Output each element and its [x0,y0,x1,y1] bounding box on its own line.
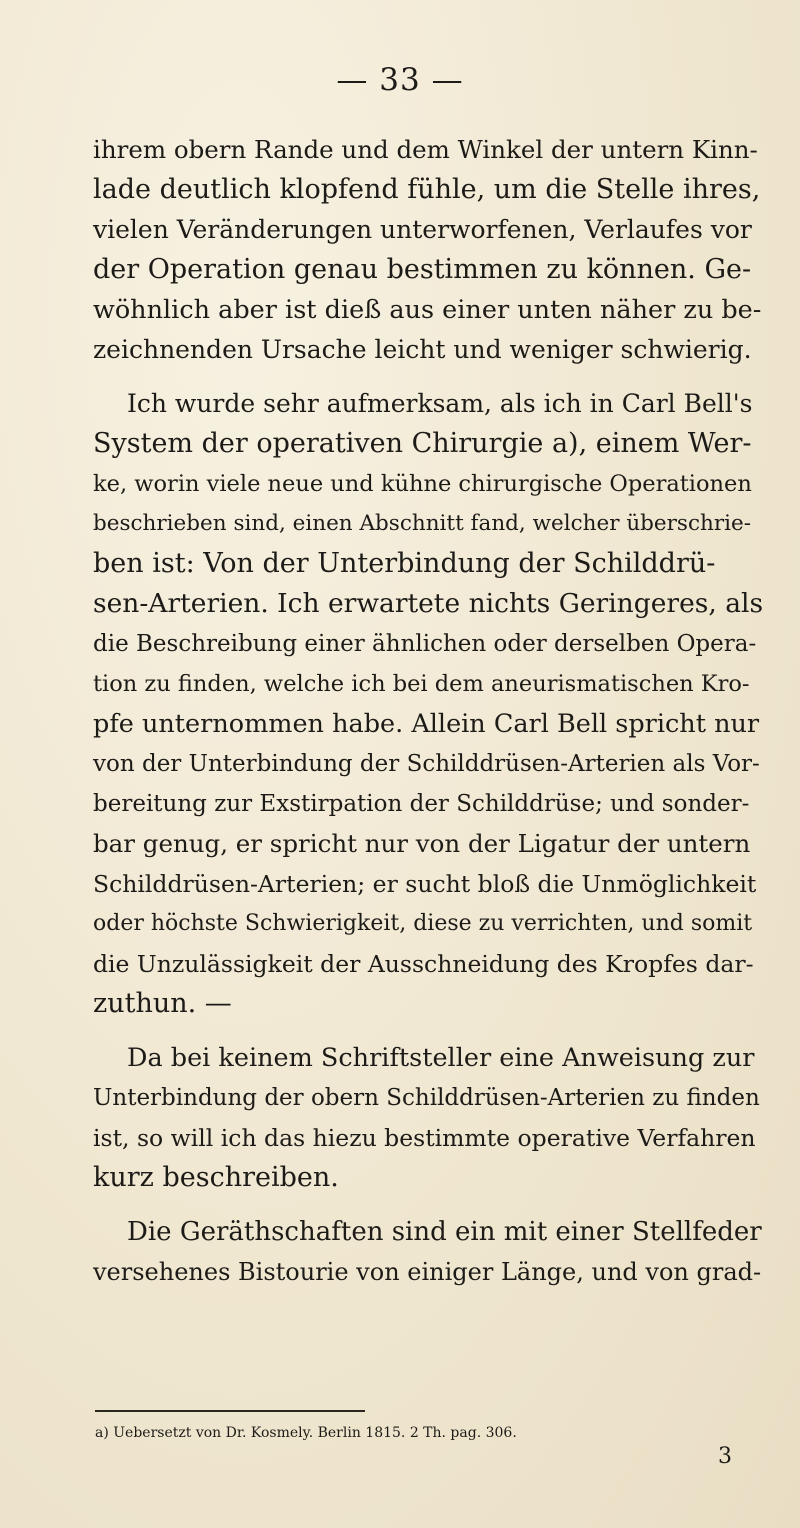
text-line: Die Geräthschaften sind ein mit einer Stellfeder [127,1217,762,1247]
text-line: bereitung zur Exstirpation der Schilddrüse; und sonder- [93,791,750,817]
text-line: sen-Arterien. Ich erwartete nichts Geringeres, als [93,588,764,619]
text-line: ben ist: Von der Unterbindung der Schilddrü- [93,548,716,579]
text-line: lade deutlich klopfend fühle, um die Stelle ihres, [93,174,761,205]
text-line: oder höchste Schwierigkeit, diese zu verrichten, und somit [93,911,753,936]
text-line: der Operation genau bestimmen zu können. Ge- [93,254,752,285]
text-line: tion zu finden, welche ich bei dem aneurismatischen Kro- [93,671,750,697]
text-line: zuthun. — [93,988,232,1019]
text-line: kurz beschreiben. [93,1162,339,1193]
text-line: vielen Veränderungen unterworfenen, Verlaufes vor [93,215,752,244]
signature-mark: 3 [718,1444,732,1469]
text-line: ihrem obern Rande und dem Winkel der untern Kinn- [93,135,758,164]
text-line: Schilddrüsen-Arterien; er sucht bloß die Unmöglichkeit [93,870,757,898]
text-line: die Unzulässigkeit der Ausschneidung des Kropfes dar- [93,950,754,978]
text-line: System der operativen Chirurgie a), einem Wer- [93,428,752,459]
text-line: ke, worin viele neue und kühne chirurgische Operationen [93,471,752,497]
paragraph-gap [93,1198,763,1212]
text-line: beschrieben sind, einen Abschnitt fand, welcher überschrie- [93,511,751,536]
footnote: a) Uebersetzt von Dr. Kosmely. Berlin 1815. 2 Th. pag. 306. [95,1425,517,1441]
text-line: versehenes Bistourie von einiger Länge, und von grad- [93,1258,762,1286]
text-line: bar genug, er spricht nur von der Ligatur der untern [93,829,751,858]
page-number: — 33 — [336,62,464,98]
text-line: wöhnlich aber ist dieß aus einer unten näher zu be- [93,295,762,325]
text-line: die Beschreibung einer ähnlichen oder derselben Opera- [93,631,757,657]
text-line: von der Unterbindung der Schilddrüsen-Arterien als Vor- [93,751,760,777]
paragraph-gap [93,370,763,384]
text-line: Unterbindung der obern Schilddrüsen-Arterien zu finden [93,1085,760,1111]
footnote-rule [95,1410,365,1412]
text-line: Ich wurde sehr aufmerksam, als ich in Carl Bell's [127,389,753,418]
text-line: zeichnenden Ursache leicht und weniger schwierig. [93,335,752,364]
text-line: ist, so will ich das hiezu bestimmte operative Verfahren [93,1124,756,1152]
paragraph-gap [93,1024,763,1038]
body-text [93,130,763,1292]
text-line: pfe unternommen habe. Allein Carl Bell spricht nur [93,709,760,739]
text-line: Da bei keinem Schriftsteller eine Anweisung zur [127,1043,755,1073]
